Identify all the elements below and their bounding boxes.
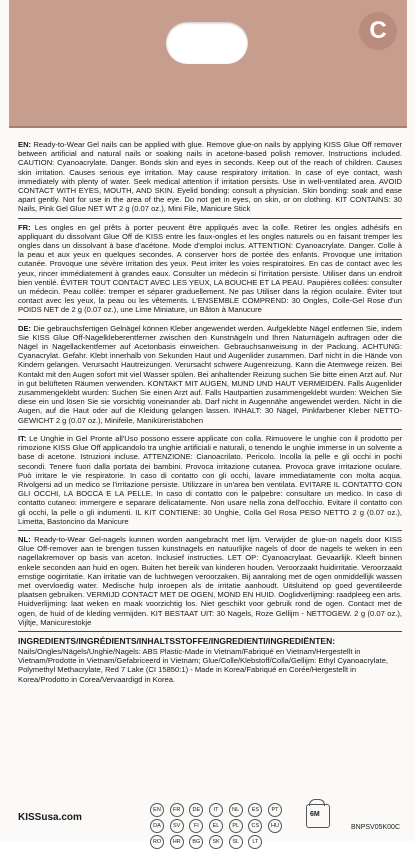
language-icon: PL xyxy=(229,819,243,833)
language-icon: EL xyxy=(209,819,223,833)
section-text-de: Die gebrauchsfertigen Gelnägel können Kleber angewendet werden. Aufgeklebte Nägel entfernen Sie, indem Sie KISS Glue Off-Nagelkleberentferner zwischen den Kunstnägeln und Ihren Naturnägeln auftragen oder die Nägel in Nagellackentferner auf Acetonbasis einweichen. Gebrauchsanweisung in der Packung. ACHTUNG: Cyanacrylat. Gefahr. Klebt innerhalb von Sekunden Haut und Augenlider zusammen. Darf nicht in die Hände von Kindern gelangen. Verursacht Hautreizungen. Verursacht schwere Augenreizung. Kann die Atemwege reizen. Bei Kontakt mit den Augen sofort mit viel Wasser spülen. Bei anhaltender Reizung suchen Sie bitte einen Arzt auf. Nur in gut belüfteten Räumen verwenden. KONTAKT MIT AUGEN, MUND UND HAUT VERMEIDEN. Falls Augenlider zusammengeklebt wurden: Suchen Sie einen Arzt auf. Falls Hautpartien zusammengeklebt wurden: Weichen Sie diese ein und lösen Sie sie vorsichtig voneinander ab. Darf nicht in Augennähe angewendet werden. Nicht in die Augen, auf die Haut oder auf die Kleidung gelangen lassen. INHALT: 30 Nägel, Pinkfarbener Kleber NETTO-GEWICHT 2 g (0.07 oz.), Minifeile, Maniküreristäbchen xyxy=(18,323,402,425)
language-icon: NL xyxy=(229,803,243,817)
ingredients-title: INGREDIENTS/INGRÉDIENTS/INHALTSSTOFFE/INGREDIENTI/INGREDIËNTEN: xyxy=(18,635,336,646)
section-de xyxy=(18,324,402,430)
hang-hole xyxy=(166,22,248,64)
lang-label-fr: FR: xyxy=(18,222,31,232)
section-fr xyxy=(18,223,402,320)
lang-label-de: DE: xyxy=(18,323,32,333)
label-text xyxy=(18,140,402,684)
language-icon: HU xyxy=(268,819,282,833)
lang-label-nl: NL: xyxy=(18,534,31,544)
language-icon: HR xyxy=(170,835,184,849)
language-icon: SL xyxy=(229,835,243,849)
jar-icon xyxy=(306,804,330,828)
language-icons xyxy=(148,802,298,850)
jar-lid-icon xyxy=(309,799,325,806)
product-code: BNPSV05K00C xyxy=(350,824,400,831)
language-icon: SK xyxy=(209,835,223,849)
section-text-fr: Les ongles en gel prêts à porter peuvent être appliqués avec la colle. Retirer les ongles adhésifs en appliquant du dissolvant Glue Off de KISS entre les faux-ongles et les ongles naturels ou en faisant tremper les ongles dans un dissolvant à base d'acétone. Mode d'emploi inclus. ATTENTION: Cyanoacrylate. Danger. Colle à la peau et aux yeux en quelques secondes. A conserver hors de portée des enfants. Provoque une irritation cutanée. Provoque une sévère irritation des yeux. Peut irriter les voies respiratoires. En cas de contact avec les yeux, rincer immédiatement à grandes eaux. Consulter un médecin si l'irritation persiste. Utiliser dans un endroit bien ventilé. ÉVITER TOUT CONTACT AVEC LES YEUX, LA BOUCHE ET LA PEAU. Paupières collées: consulter un médecin. Peau collée: tremper et séparer graduellement. Ne pas Utiliser dans la région oculaire. Éviter tout contact avec les yeux, la peau ou les vêtements. L'ENSEMBLE COMPREND: 30 Ongles, Colle-Gel Rose d'un POIDS NET de 2 g (0.07 oz.), une Lime Miniature, un Bâton à Manucure xyxy=(18,222,402,315)
variant-badge: C xyxy=(359,12,397,50)
language-icon: PT xyxy=(268,803,282,817)
language-icon: DE xyxy=(189,803,203,817)
hang-hole-area xyxy=(0,0,415,126)
language-icon: ES xyxy=(248,803,262,817)
section-text-it: Le Unghie in Gel Pronte all'Uso possono essere applicate con colla. Rimuovere le unghie con il prodotto per rimozione KISS Glue Off applicandolo tra unghie artificiali e naturali, o tenendo le unghie immerse in un solvente a base di acetone. Istruzioni incluse. ATTENZIONE: Cianoacrilato. Pericolo. Incolla la pelle e gli occhi in pochi secondi. Tenere fuori dalla portata dei bambini. Provoca irritazione cutanea. Provoca grave irritazione oculare. Può irritare le vie respiratorie. In caso di contatto con gli occhi, lavare immediatamente con molta acqua. Rivolgersi ad un medico se l'irritazione persiste. Utilizzare in un'area ben ventilata. EVITARE IL CONTATTO CON GLI OCCHI, LA BOCCA E LA PELLE. In caso di contatto con le palpebre: consultare un medico. In caso di contatto cutaneo: immergere e separare delicatamente. Non usare nella zona dell'occhio. Evitare il contatto con gli occhi, la pelle o gli indumenti. IL KIT CONTIENE: 30 Unghie, Colla Gel Rosa PESO NETTO 2 g (0.07 oz.), Limetta, Bastoncino da Manicure xyxy=(18,433,402,526)
language-icon: RO xyxy=(150,835,164,849)
section-nl xyxy=(18,535,402,632)
footer xyxy=(18,800,402,845)
ingredients-text: Nails/Ongles/Nägels/Unghie/Nagels: ABS Plastic-Made in Vietnam/Fabriqué en Vietnam/Hergestellt in Vietnam/Prodotte in Vietnam/Gefabriceerd in Vietnam; Glue/Colle/Klebstoff/Colla/Gellijm: Ethyl Cyanoacrylate, Polymethyl Methacrylate, Red 7 Lake (CI 15850:1) - Made in Korea/Fabriqué en Corée/Hergestellt in Korea/Prodotto in Corea/Vervaardigd in Korea. xyxy=(18,646,389,684)
language-icon: IT xyxy=(209,803,223,817)
language-icon: EN xyxy=(150,803,164,817)
section-text-nl: Ready-to-Wear Gel-nagels kunnen worden aangebracht met lijm. Verwijder de glue-on nagels door KISS Glue Off-remover aan te brengen tussen kunstnagels en natuurlijke nagels of door de nagels te weken in een nagellakremover op basis van aceton. Inclusief instructies. LET OP: Cyanoacrylaat. Gevaarlijk. Kleeft binnen enkele seconden aan huid en ogen. Buiten het bereik van kinderen houden. Veroorzaakt huidirritatie. Veroorzaakt ernstige oogirritatie. Kan irritatie van de luchtwegen veroorzaken. Bij aanraking met de ogen onmiddellijk wassen met overvloedig water. Medische hulp inroepen als de irritatie aanhoudt. Uitsluitend op goed geventileerde plaatsen gebruiken. VERMIJD CONTACT MET DE OGEN, MOND EN HUID. Ooglidverlijming: raadpleeg een arts. Huidverlijming: laat weken en maak voorzichtig los. Niet geschikt voor gebruik rond de ogen. Contact met de ogen, de huid of de kleding vermijden. KIT BESTAAT UIT: 30 Nagels, Roze Gellijm - NETTOGEW. 2 g (0.07 oz.), Vijltje, Manicurestokje xyxy=(18,534,402,627)
language-icon: FR xyxy=(170,803,184,817)
language-icon: DA xyxy=(150,819,164,833)
language-icon: BG xyxy=(189,835,203,849)
lang-label-it: IT: xyxy=(18,433,27,443)
pao-label: 6M xyxy=(310,811,320,818)
language-icon: LT xyxy=(248,835,262,849)
section-it xyxy=(18,434,402,531)
section-en xyxy=(18,140,402,219)
language-icon: FI xyxy=(189,819,203,833)
language-icon: SV xyxy=(170,819,184,833)
language-icon: CS xyxy=(248,819,262,833)
section-text-en: Ready-to-Wear Gel nails can be applied with glue. Remove glue-on nails by applying KISS Glue Off remover between artificial and natural nails or soaking nails in acetone-based polish remover. Instructions included. CAUTION: Cyanoacrylate. Danger. Bonds skin and eyes in seconds. Keep out of the reach of children. Causes skin irritation. Causes serious eye irritation. May cause respiratory irritation. In case of eye contact, wash immediately with plenty of water. Seek medical attention if irritation persists. Use in well-ventilated area. AVOID CONTACT WITH EYES, MOUTH, AND SKIN. Eyelid bonding: consult a physician. Skin bonding: soak and ease apart gently. Not for use in the area of the eye. Do not get in eyes, on skin, or on clothing. KIT CONTAINS: 30 Nails, Pink Gel Glue NET WT 2 g (0.07 oz.), Mini File, Manicure Stick xyxy=(18,140,402,214)
lang-label-en: EN: xyxy=(18,140,32,149)
website-link[interactable]: KISSusa.com xyxy=(18,812,82,823)
